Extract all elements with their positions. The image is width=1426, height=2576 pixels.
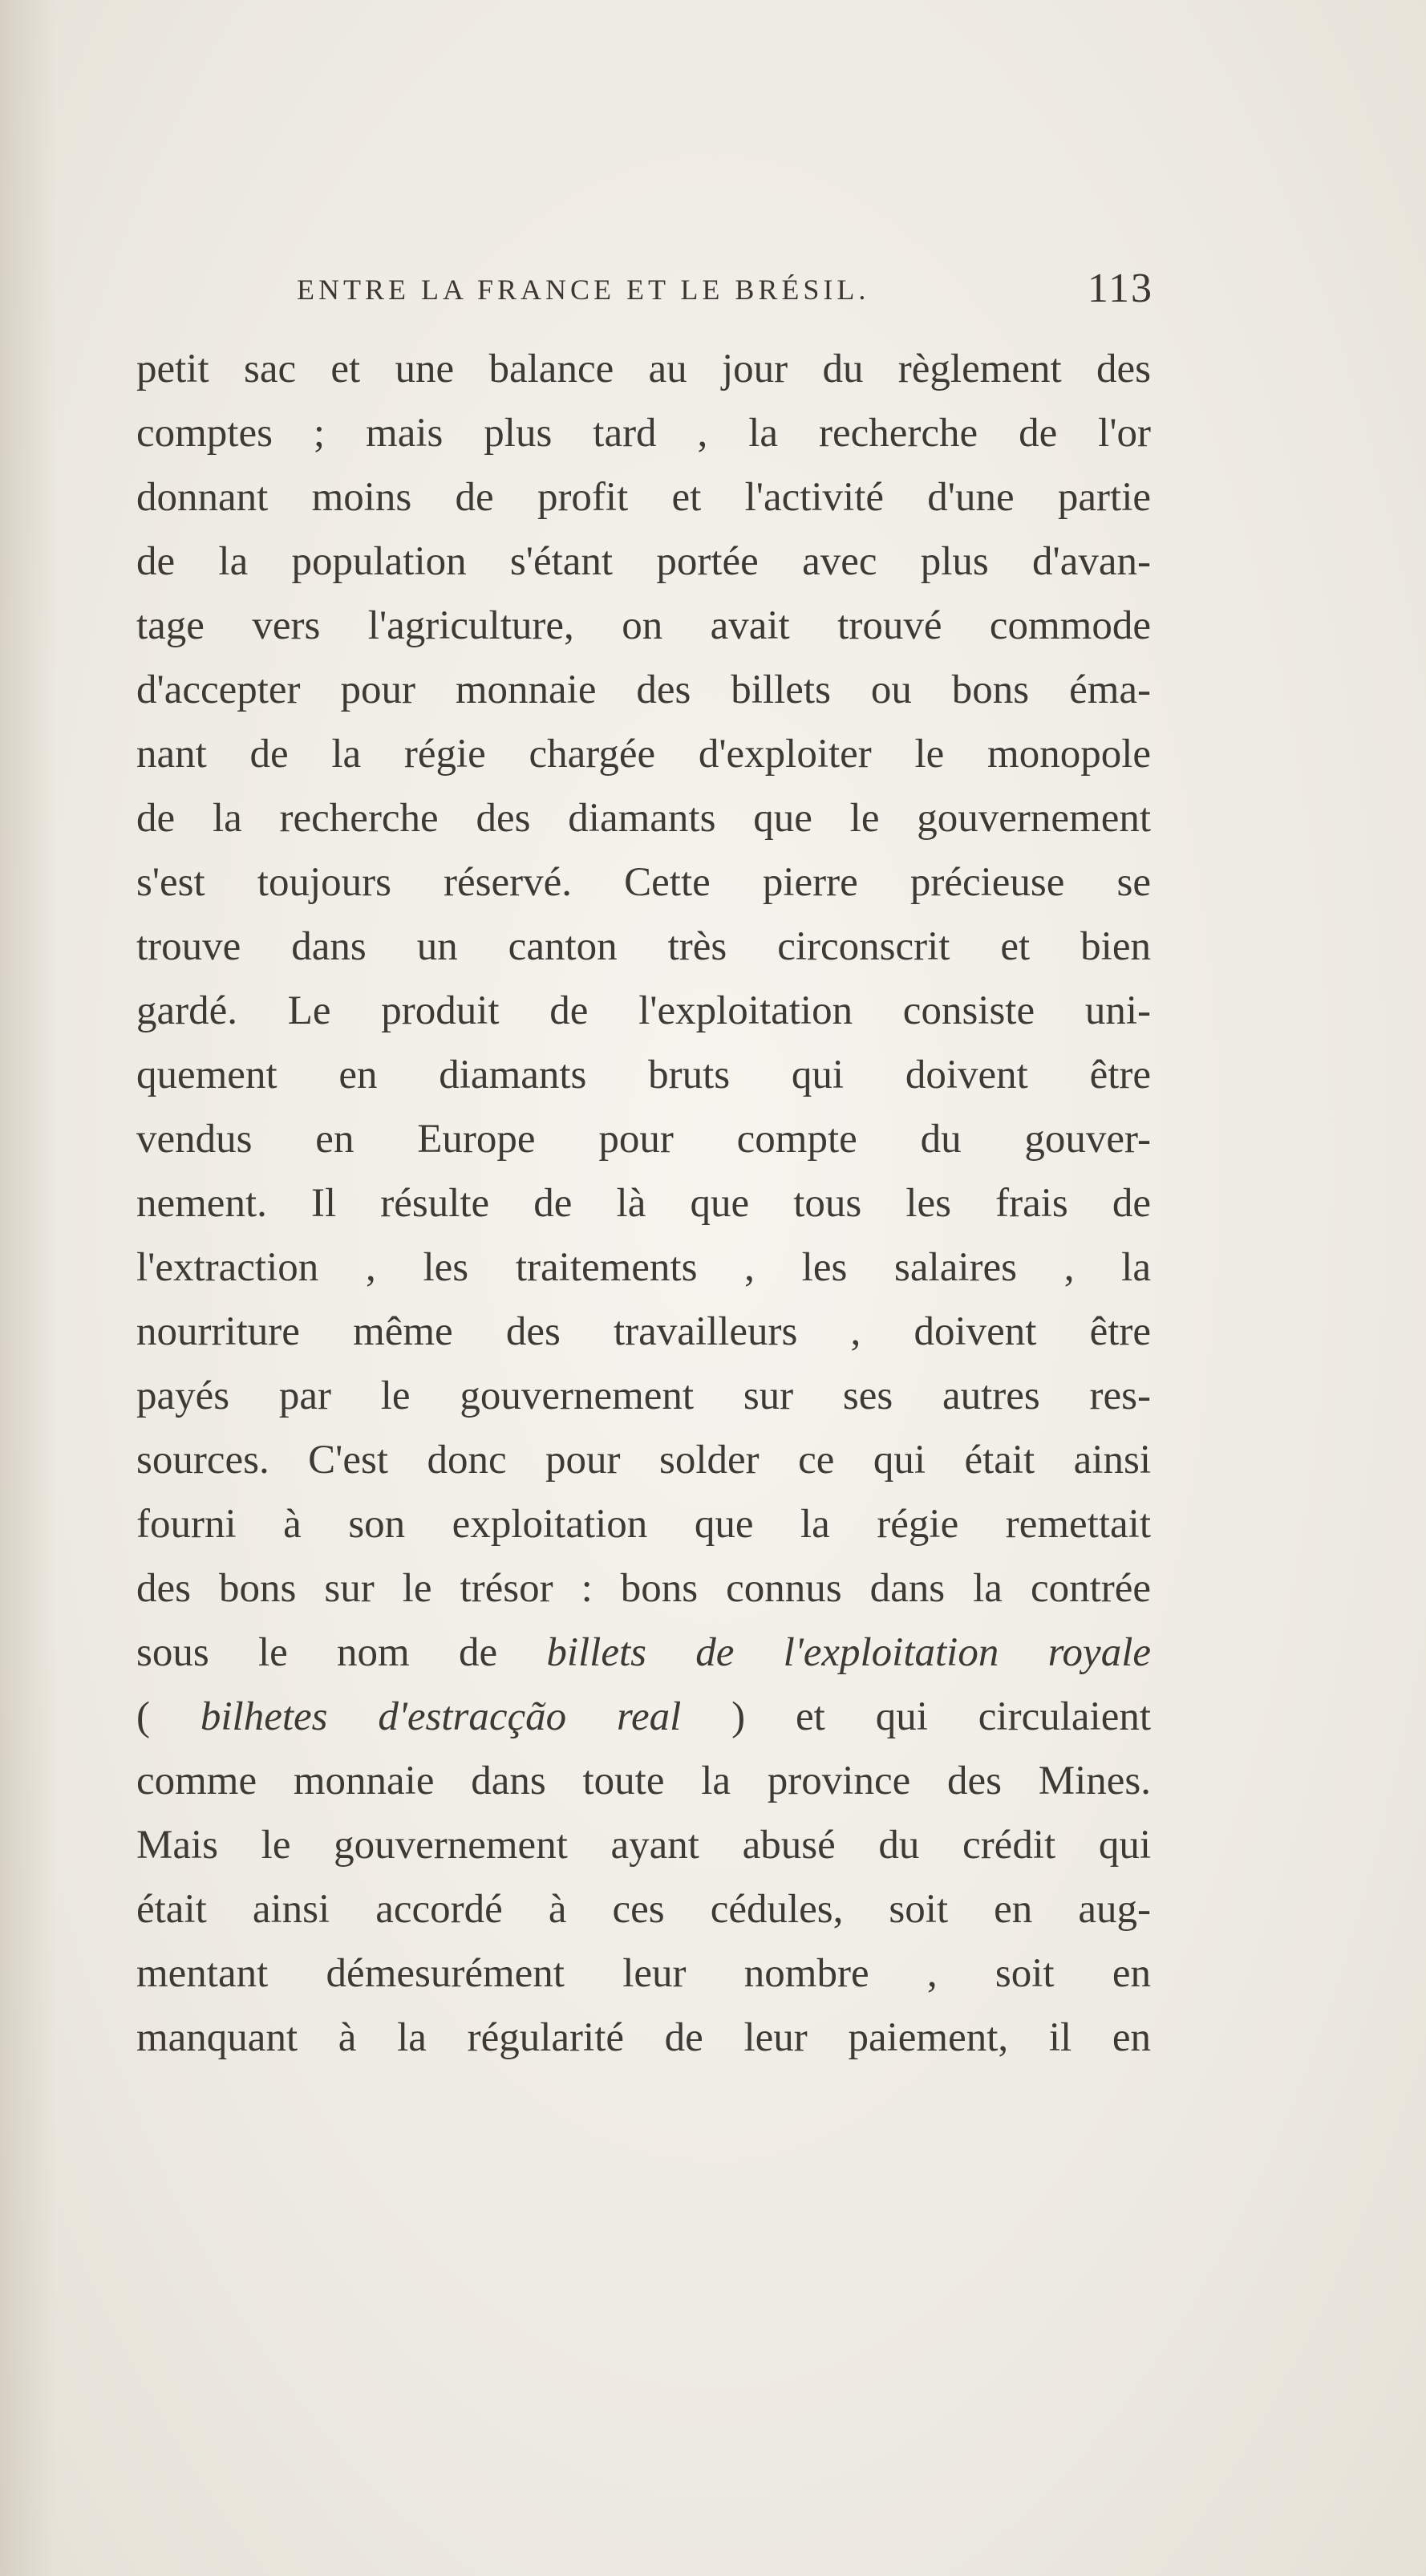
text-line: l'extraction , les traitements , les salaires , la [136,1245,1151,1290]
text-segment: sous le nom de [136,1630,547,1675]
text-line: des bons sur le trésor : bons connus dans la contrée [136,1566,1151,1611]
text-line: Mais le gouvernement ayant abusé du crédit qui [136,1823,1151,1868]
text-line: quement en diamants bruts qui doivent être [136,1053,1151,1097]
text-line-with-italic [136,1685,1151,1749]
text-line: donnant moins de profit et l'activité d'une partie [136,475,1151,520]
text-segment: ) et qui circulaient [681,1694,1151,1739]
page-header [136,265,1153,321]
text-line: vendus en Europe pour compte du gouver- [136,1117,1151,1162]
text-line: mentant démesurément leur nombre , soit en [136,1951,1151,1996]
text-line: trouve dans un canton très circonscrit et bien [136,924,1151,969]
text-line: d'accepter pour monnaie des billets ou bons éma- [136,667,1151,712]
text-line: fourni à son exploitation que la régie remettait [136,1502,1151,1547]
italic-segment: billets de l'exploitation royale [546,1630,1152,1675]
text-line-with-italic [136,1621,1151,1685]
text-line: s'est toujours réservé. Cette pierre précieuse se [136,860,1151,905]
page-number: 113 [1087,266,1153,311]
text-line: sources. C'est donc pour solder ce qui était ainsi [136,1438,1151,1483]
text-line: comme monnaie dans toute la province des Mines. [136,1759,1151,1803]
text-line: nement. Il résulte de là que tous les frais de [136,1181,1151,1226]
text-line: gardé. Le produit de l'exploitation consiste uni- [136,988,1151,1033]
text-line: était ainsi accordé à ces cédules, soit en aug- [136,1887,1151,1932]
body-text [136,337,1151,2070]
text-segment: ( [136,1694,201,1739]
italic-segment: bilhetes d'estracção real [200,1694,682,1739]
text-line: de la population s'étant portée avec plus d'avan- [136,539,1151,584]
text-line: tage vers l'agriculture, on avait trouvé commode [136,603,1151,648]
text-line: nant de la régie chargée d'exploiter le monopole [136,732,1151,777]
text-line: payés par le gouvernement sur ses autres res- [136,1373,1151,1418]
text-line: nourriture même des travailleurs , doivent être [136,1309,1151,1354]
text-line: manquant à la régularité de leur paiement, il en [136,2015,1151,2060]
running-head: ENTRE LA FRANCE ET LE BRÉSIL. [297,274,870,306]
text-line: petit sac et une balance au jour du règlement des [136,347,1151,391]
text-line: comptes ; mais plus tard , la recherche de l'or [136,411,1151,456]
text-line: de la recherche des diamants que le gouvernement [136,796,1151,841]
page-gutter-shadow [0,0,56,2576]
